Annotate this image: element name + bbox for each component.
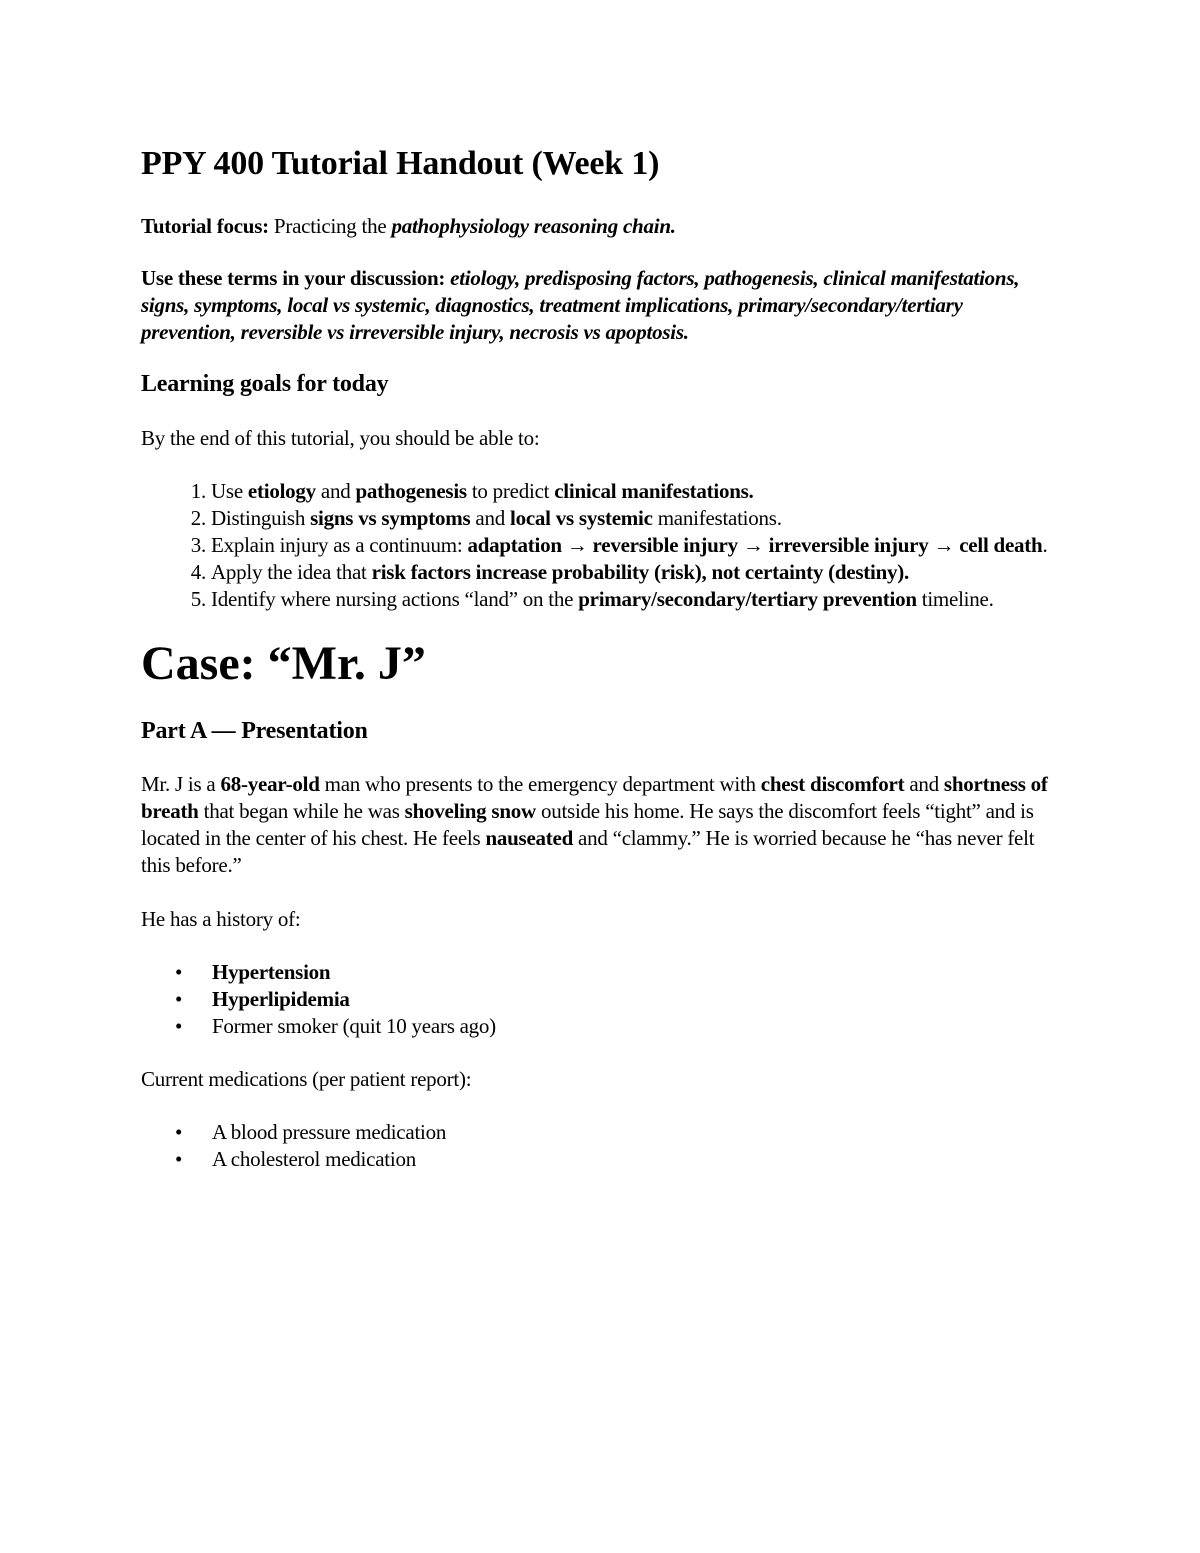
tutorial-focus [141, 213, 1061, 240]
medication-item [175, 1119, 1061, 1146]
learning-goals-heading: Learning goals for today [141, 371, 389, 397]
text-run: Distinguish [211, 506, 311, 530]
text-run: Mr. J is a [141, 772, 221, 796]
text-run: and “clammy.” He is worried because he “has never felt this before.” [141, 826, 1035, 877]
text-run: outside his home. He says the discomfort feels “tight” and is located in the center of his chest. He feels [141, 799, 1034, 850]
document-content [141, 140, 1061, 1173]
goal-item [211, 559, 1061, 586]
text-run: and [904, 772, 944, 796]
bold-text: adaptation → reversible injury → irreversible injury → cell death [467, 533, 1043, 557]
tutorial-focus-emphasis: pathophysiology reasoning chain [391, 214, 671, 238]
bold-text: 68-year-old [220, 772, 320, 796]
history-intro: He has a history of: [141, 907, 301, 931]
bold-text: pathogenesis [355, 479, 467, 503]
bullet-icon: • [175, 987, 183, 1011]
goal-text [211, 587, 994, 611]
goal-text [211, 479, 754, 503]
goal-item [211, 532, 1061, 559]
bold-text: risk factors increase probability (risk), not certainty (destiny). [371, 560, 910, 584]
text-run: Former smoker (quit 10 years ago) [212, 1014, 496, 1038]
medications-list [141, 1119, 1061, 1173]
history-item [175, 986, 1061, 1013]
bold-text: chest discomfort [760, 772, 905, 796]
bold-text: etiology [247, 479, 316, 503]
history-text [212, 1014, 496, 1038]
page-title: PPY 400 Tutorial Handout (Week 1) [141, 145, 660, 182]
text-run: and [470, 506, 510, 530]
text-run: timeline. [916, 587, 994, 611]
goal-text [211, 533, 1047, 557]
text-run: Apply the idea that [211, 560, 372, 584]
bold-text: local vs systemic [509, 506, 653, 530]
text-run: A cholesterol medication [212, 1147, 416, 1171]
medication-text [212, 1120, 446, 1144]
history-text [212, 987, 350, 1011]
history-item [175, 959, 1061, 986]
bold-text: shortness of breath [141, 772, 1048, 823]
history-list [141, 959, 1061, 1040]
text-run: Identify where nursing actions “land” on the [211, 587, 579, 611]
terms-paragraph [141, 265, 1061, 346]
history-item [175, 1013, 1061, 1040]
learning-goals-list [141, 478, 1061, 613]
bullet-icon: • [175, 1014, 183, 1038]
text-run: Use [211, 479, 248, 503]
goal-item [211, 505, 1061, 532]
goal-item [211, 586, 1061, 613]
text-run: man who presents to the emergency department with [319, 772, 761, 796]
text-run: Explain injury as a continuum: [211, 533, 468, 557]
terms-list: etiology, predisposing factors, pathogenesis, clinical manifestations, signs, symptoms, local vs systemic, diagnostics, treatment implications, primary/secondary/tertiary prevention, reversible vs irreversible injury, necrosis vs apoptosis. [141, 266, 1020, 344]
bold-text: clinical manifestations. [554, 479, 754, 503]
medication-item [175, 1146, 1061, 1173]
medication-text [212, 1147, 416, 1171]
text-run: and [315, 479, 356, 503]
bold-text: primary/secondary/tertiary prevention [578, 587, 917, 611]
tutorial-focus-text: Practicing the [268, 214, 392, 238]
case-title: Case: “Mr. J” [141, 637, 426, 690]
bold-text: nauseated [485, 826, 574, 850]
bold-text: Hypertension [212, 960, 331, 984]
text-run: that began while he was [198, 799, 405, 823]
bullet-icon: • [175, 960, 183, 984]
bullet-icon: • [175, 1147, 183, 1171]
learning-goals-intro: By the end of this tutorial, you should be able to: [141, 426, 540, 450]
goal-item [211, 478, 1061, 505]
tutorial-focus-end: . [670, 214, 676, 238]
bold-text: Hyperlipidemia [212, 987, 350, 1011]
medications-intro: Current medications (per patient report): [141, 1067, 472, 1091]
goal-text [211, 560, 909, 584]
text-run: to predict [466, 479, 555, 503]
terms-label: Use these terms in your discussion: [141, 266, 446, 290]
bullet-icon: • [175, 1120, 183, 1144]
history-text [212, 960, 330, 984]
text-run: manifestations. [652, 506, 782, 530]
presentation-paragraph [141, 771, 1061, 879]
bold-text: signs vs symptoms [310, 506, 471, 530]
tutorial-focus-label: Tutorial focus: [141, 214, 269, 238]
goal-text [211, 506, 782, 530]
bold-text: shoveling snow [404, 799, 536, 823]
part-a-heading: Part A — Presentation [141, 718, 368, 744]
text-run: . [1042, 533, 1048, 557]
text-run: A blood pressure medication [212, 1120, 447, 1144]
